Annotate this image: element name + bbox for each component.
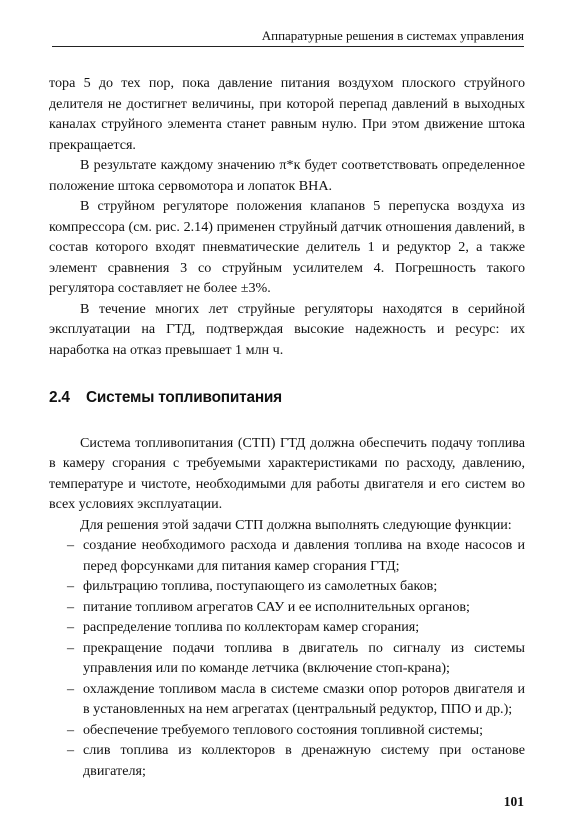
section-heading	[49, 388, 525, 409]
list-item-text: создание необходимого расхода и давления топлива на входе насосов и перед форсунками для питания камер сгорания ГТД;	[83, 537, 525, 574]
section-number: 2.4	[49, 389, 70, 406]
list-item	[49, 740, 525, 781]
paragraph: В результате каждому значению π*к будет соответствовать определенное положение штока сервомотора и лопаток ВНА.	[49, 157, 525, 194]
page-number: 101	[503, 794, 524, 809]
list-item	[49, 535, 525, 576]
list-dash: –	[67, 680, 75, 697]
running-header: Аппаратурные решения в системах управления	[261, 28, 524, 43]
list-dash: –	[67, 537, 75, 553]
paragraph: В течение многих лет струйные регуляторы находятся в серийной эксплуатации на ГТД, подтверждая высокие надежность и ресурс: их наработка на отказ превышает 1 млн ч.	[49, 300, 525, 358]
function-list	[49, 535, 525, 781]
list-item-text: обеспечение требуемого теплового состояния топливной системы;	[83, 721, 483, 738]
list-item-text: фильтрацию топлива, поступающего из самолетных баков;	[83, 578, 438, 594]
list-dash: –	[67, 639, 75, 656]
list-item	[49, 638, 525, 679]
list-dash: –	[67, 598, 75, 615]
list-item-text: охлаждение топливом масла в системе смазки опор роторов двигателя и в установленных на нем агрегатах (центральный редуктор, ППО и др.);	[83, 680, 525, 717]
paragraph: тора 5 до тех пор, пока давление питания воздухом плоского струйного делителя не достигнет величины, при которой перепад давлений в выходных каналах струйного элемента станет равным нулю. При этом движение штока прекращается.	[49, 75, 525, 153]
list-dash: –	[67, 742, 75, 758]
list-item	[49, 597, 525, 618]
list-item	[49, 617, 525, 638]
page-body	[49, 73, 525, 781]
list-dash: –	[67, 721, 75, 738]
list-item-text: слив топлива из коллекторов в дренажную систему при останове двигателя;	[83, 742, 525, 779]
list-item-text: питание топливом агрегатов САУ и ее исполнительных органов;	[83, 598, 470, 615]
section-title: Системы топливопитания	[86, 389, 282, 406]
header-rule	[52, 46, 524, 47]
list-item-text: прекращение подачи топлива в двигатель по сигналу из системы управления или по команде летчика (включение стоп-крана);	[83, 639, 525, 676]
list-item-text: распределение топлива по коллекторам камер сгорания;	[83, 619, 420, 635]
list-item	[49, 679, 525, 720]
paragraph: Система топливопитания (СТП) ГТД должна обеспечить подачу топлива в камеру сгорания с требуемыми характеристиками по расходу, давлению, температуре и чистоте, необходимыми для работы двигателя и его систем во всех условиях эксплуатации.	[49, 434, 525, 512]
list-dash: –	[67, 619, 75, 635]
paragraph: В струйном регуляторе положения клапанов 5 перепуска воздуха из компрессора (см. рис. 2.14) применен струйный датчик отношения давлений, в состав которого входят пневматические делитель 1 и редуктор 2, а также элемент сравнения 3 со струйным усилителем 4. Погрешность такого регулятора составляет не более ±3%.	[49, 198, 525, 296]
paragraph: Для решения этой задачи СТП должна выполнять следующие функции:	[80, 516, 512, 533]
list-dash: –	[67, 578, 75, 594]
list-item	[49, 720, 525, 741]
list-item	[49, 576, 525, 597]
